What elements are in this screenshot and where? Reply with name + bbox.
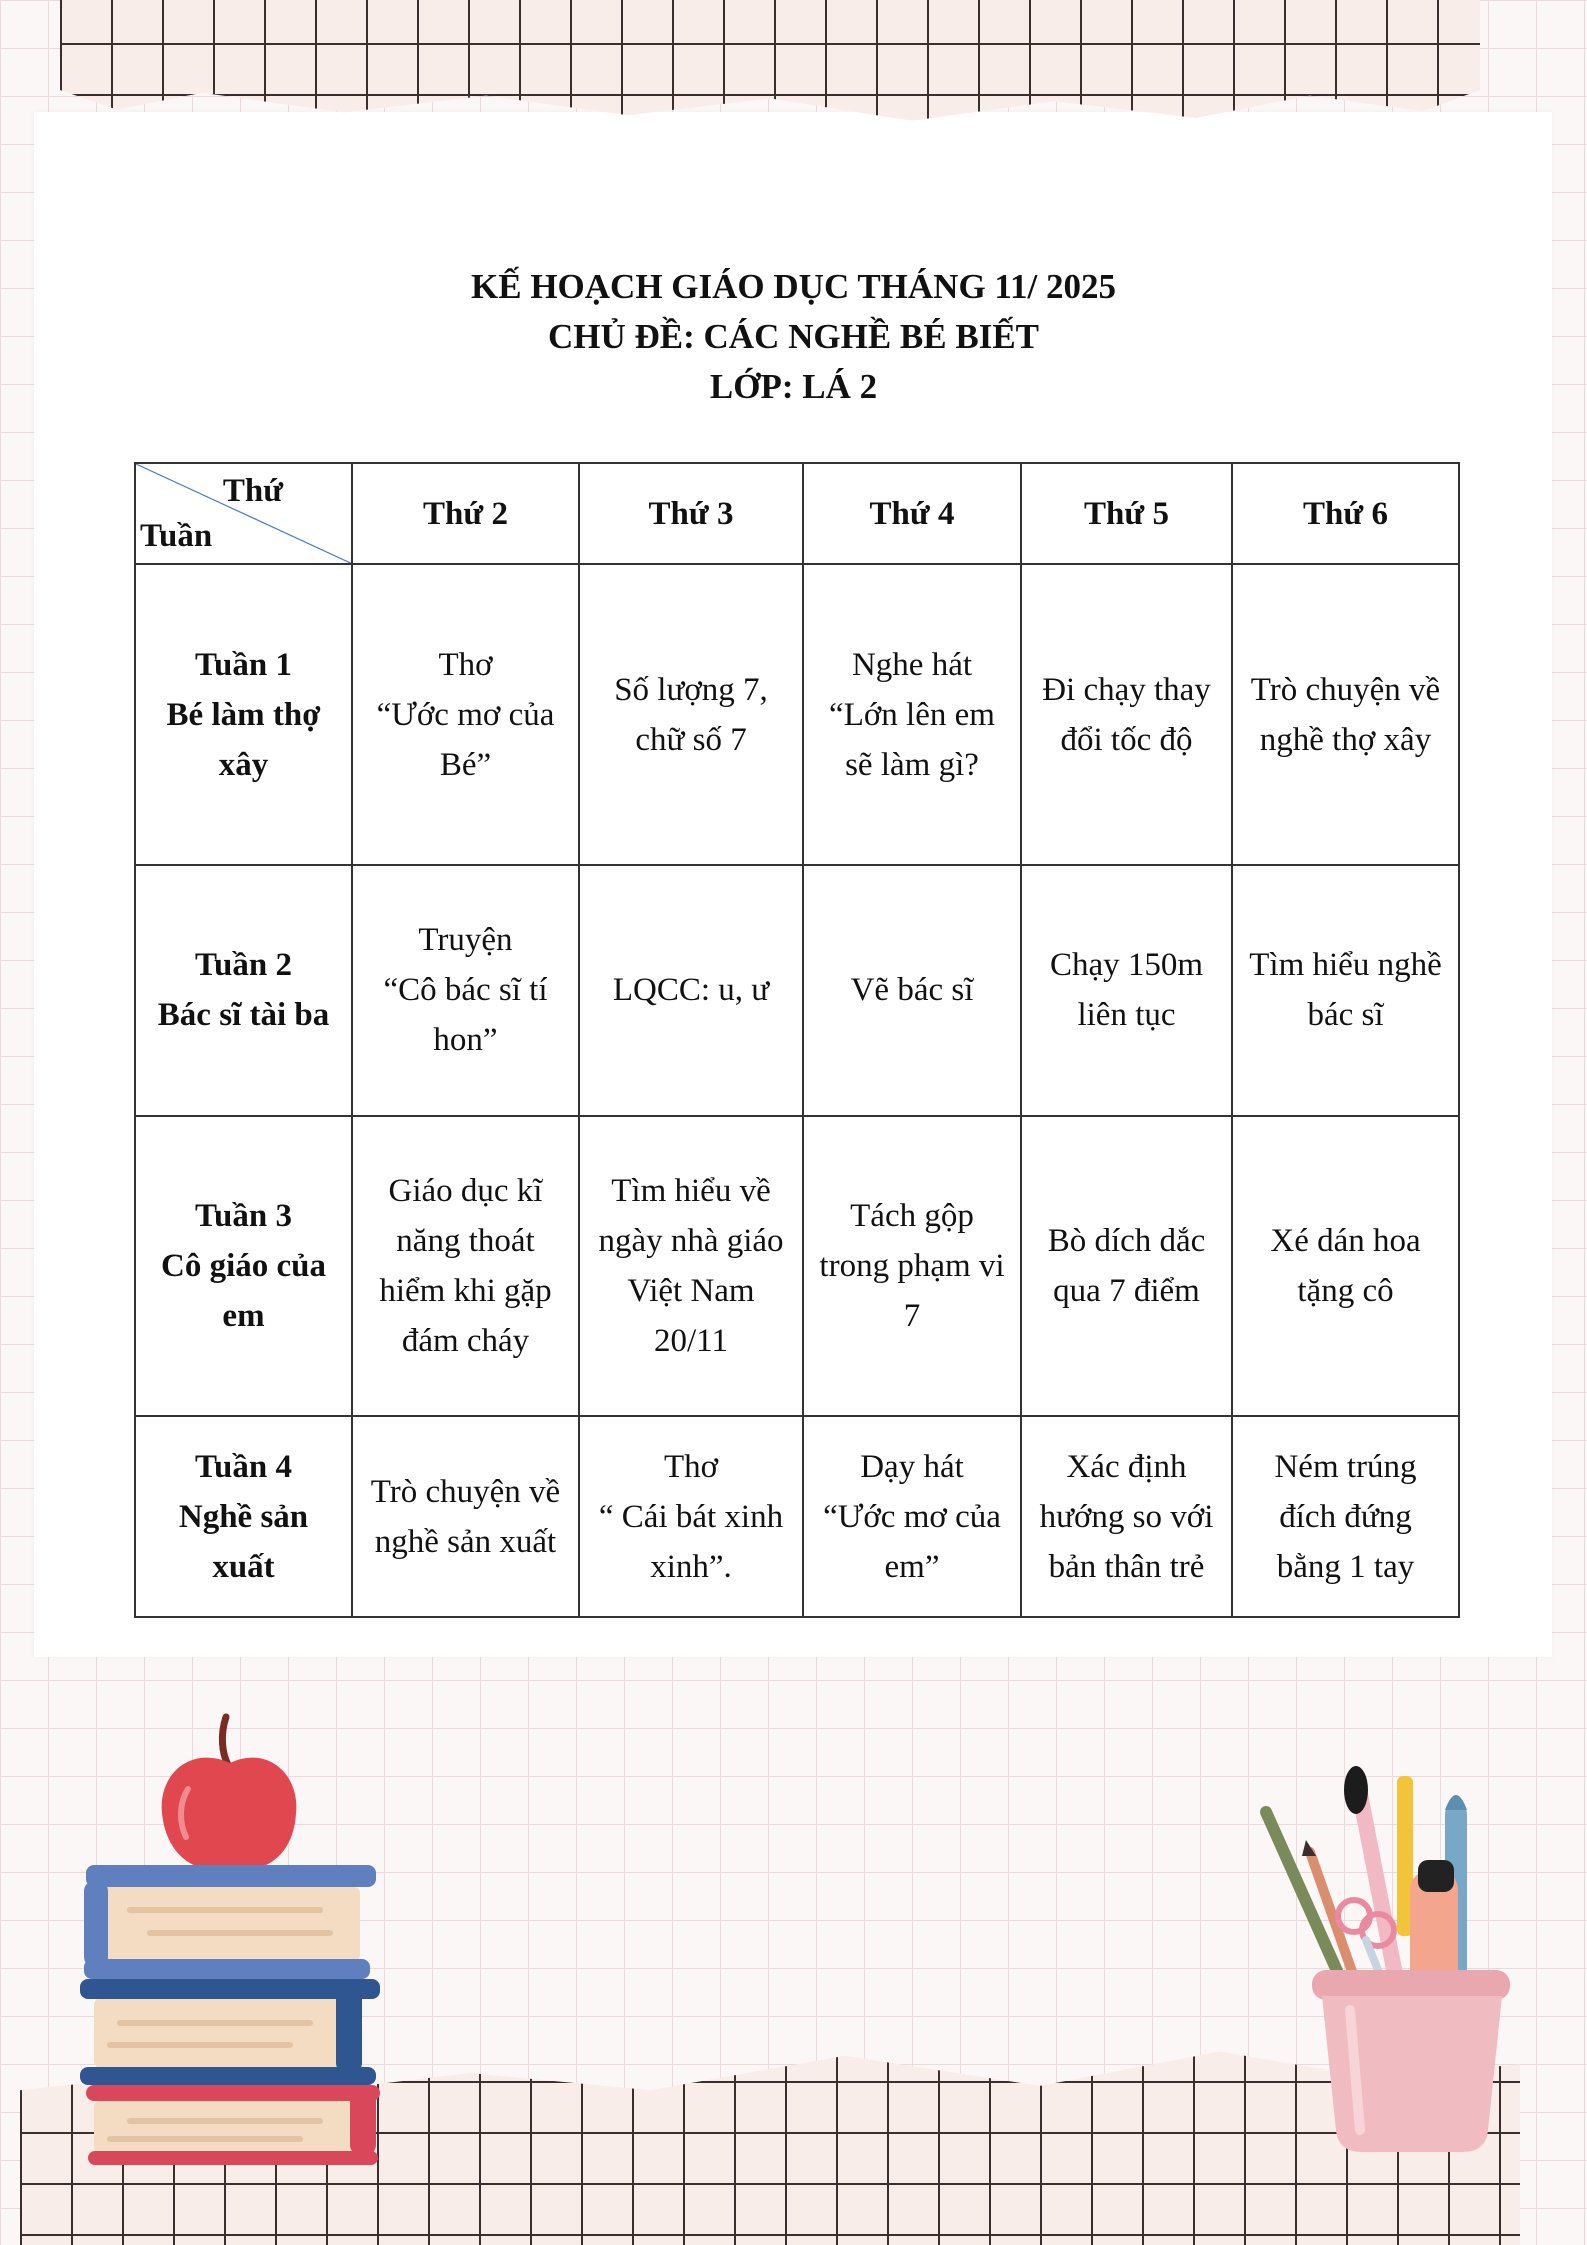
activity-cell <box>1232 564 1459 865</box>
activity-cell <box>1232 865 1459 1116</box>
document-title <box>0 262 1587 412</box>
activity-line: Vẽ bác sĩ <box>850 972 974 1009</box>
week-theme-line: xây <box>218 746 269 783</box>
activity-line: tặng cô <box>1297 1273 1394 1310</box>
week-label <box>135 564 352 865</box>
activity-line: Nghe hát <box>851 646 973 683</box>
activity-line: bằng 1 tay <box>1276 1548 1415 1585</box>
activity-cell <box>352 564 579 865</box>
activity-cell <box>803 1416 1021 1617</box>
activity-line: “Lớn lên em <box>829 696 995 733</box>
activity-line: đổi tốc độ <box>1060 721 1193 758</box>
week-theme-line: Bé làm thợ <box>166 696 321 733</box>
activity-line: Thơ <box>663 1448 719 1485</box>
activity-cell <box>1232 1116 1459 1417</box>
activity-line: Tìm hiểu nghề <box>1249 947 1442 984</box>
day-header: Thứ 2 <box>352 463 579 564</box>
activity-line: nghề sản xuất <box>374 1523 557 1560</box>
activity-line: Số lượng 7, <box>614 671 768 708</box>
week-theme-line: Nghề sản <box>178 1498 309 1535</box>
activity-line: “Ước mơ của <box>376 696 555 733</box>
activity-line: “ Cái bát xinh <box>598 1498 784 1535</box>
activity-line: Bé” <box>439 746 492 783</box>
title-line-1: KẾ HOẠCH GIÁO DỤC THÁNG 11/ 2025 <box>471 267 1116 306</box>
activity-line: trong phạm vi <box>819 1248 1005 1285</box>
activity-line: Chạy 150m <box>1049 947 1204 984</box>
header-row <box>135 463 1459 564</box>
activity-line: Dạy hát <box>860 1448 964 1485</box>
activity-line: 7 <box>903 1298 921 1335</box>
activity-line: qua 7 điểm <box>1053 1273 1200 1310</box>
week-label <box>135 1116 352 1417</box>
activity-line: Ném trúng <box>1274 1448 1417 1485</box>
title-line-2: CHỦ ĐỀ: CÁC NGHỀ BÉ BIẾT <box>547 317 1040 356</box>
week-label <box>135 865 352 1116</box>
activity-cell <box>1021 865 1232 1116</box>
day-header: Thứ 6 <box>1232 463 1459 564</box>
activity-line: đám cháy <box>401 1323 530 1360</box>
week-theme-line: xuất <box>212 1548 275 1585</box>
activity-cell <box>1021 1116 1232 1417</box>
activity-line: “Cô bác sĩ tí <box>383 972 548 1009</box>
activity-line: bản thân trẻ <box>1048 1548 1205 1585</box>
activity-line: hon” <box>433 1022 498 1059</box>
activity-line: chữ số 7 <box>635 721 747 758</box>
activity-cell <box>1021 1416 1232 1617</box>
week-row <box>135 564 1459 865</box>
activity-line: hướng so với <box>1039 1498 1214 1535</box>
activity-line: Tách gộp <box>850 1198 974 1235</box>
week-row <box>135 1416 1459 1617</box>
cup-icon <box>1312 1970 1510 2152</box>
activity-line: bác sĩ <box>1307 997 1384 1034</box>
activity-cell <box>579 1116 803 1417</box>
day-header: Thứ 4 <box>803 463 1021 564</box>
activity-line: em” <box>884 1548 940 1585</box>
activity-cell <box>579 564 803 865</box>
activity-line: Xác định <box>1066 1448 1187 1485</box>
corner-week-label: Tuần <box>140 518 213 555</box>
activity-line: Trò chuyện về <box>370 1473 561 1510</box>
week-theme-line: em <box>222 1298 265 1335</box>
activity-cell <box>1021 564 1232 865</box>
activity-line: đích đứng <box>1279 1498 1412 1535</box>
activity-cell <box>1232 1416 1459 1617</box>
schedule-table <box>134 462 1460 1618</box>
activity-cell <box>579 865 803 1116</box>
activity-cell <box>352 865 579 1116</box>
activity-line: LQCC: u, ư <box>612 972 770 1009</box>
activity-line: nghề thợ xây <box>1259 721 1432 758</box>
activity-line: Đi chạy thay <box>1042 671 1211 708</box>
week-label <box>135 1416 352 1617</box>
week-number: Tuần 1 <box>195 646 292 683</box>
week-theme-line: Cô giáo của <box>161 1248 326 1285</box>
activity-cell <box>352 1116 579 1417</box>
week-number: Tuần 2 <box>195 947 292 984</box>
activity-line: ngày nhà giáo <box>598 1223 784 1260</box>
activity-cell <box>579 1416 803 1617</box>
title-line-3: LỚP: LÁ 2 <box>709 367 878 406</box>
activity-cell <box>352 1416 579 1617</box>
week-row <box>135 865 1459 1116</box>
apple-icon <box>162 1717 297 1869</box>
activity-line: Thơ <box>438 646 493 683</box>
book-stack-icon <box>80 1865 380 2165</box>
activity-cell <box>803 564 1021 865</box>
activity-line: “Ước mơ của <box>823 1498 1001 1535</box>
corner-day-label: Thứ <box>222 473 283 509</box>
activity-line: Giáo dục kĩ <box>388 1173 543 1210</box>
activity-line: Việt Nam <box>627 1273 755 1310</box>
activity-line: Xé dán hoa <box>1270 1223 1421 1260</box>
activity-line: hiểm khi gặp <box>379 1273 552 1310</box>
activity-line: Tìm hiểu về <box>611 1173 771 1210</box>
activity-line: năng thoát <box>396 1223 535 1260</box>
pencil-cup-illustration <box>1250 1760 1550 2160</box>
activity-line: sẽ làm gì? <box>845 746 979 783</box>
activity-cell <box>803 1116 1021 1417</box>
activity-cell <box>803 865 1021 1116</box>
week-number: Tuần 4 <box>195 1448 292 1485</box>
apple-books-illustration <box>70 1705 390 2165</box>
day-header: Thứ 5 <box>1021 463 1232 564</box>
activity-line: Trò chuyện về <box>1250 671 1441 708</box>
activity-line: Truyện <box>418 922 513 959</box>
activity-line: 20/11 <box>654 1323 728 1360</box>
week-number: Tuần 3 <box>195 1198 292 1235</box>
week-theme-line: Bác sĩ tài ba <box>157 997 330 1034</box>
activity-line: xinh”. <box>650 1548 732 1585</box>
activity-line: liên tục <box>1077 997 1176 1034</box>
activity-line: Bò dích dắc <box>1047 1223 1206 1260</box>
corner-cell <box>135 463 352 564</box>
week-row <box>135 1116 1459 1417</box>
day-header: Thứ 3 <box>579 463 803 564</box>
